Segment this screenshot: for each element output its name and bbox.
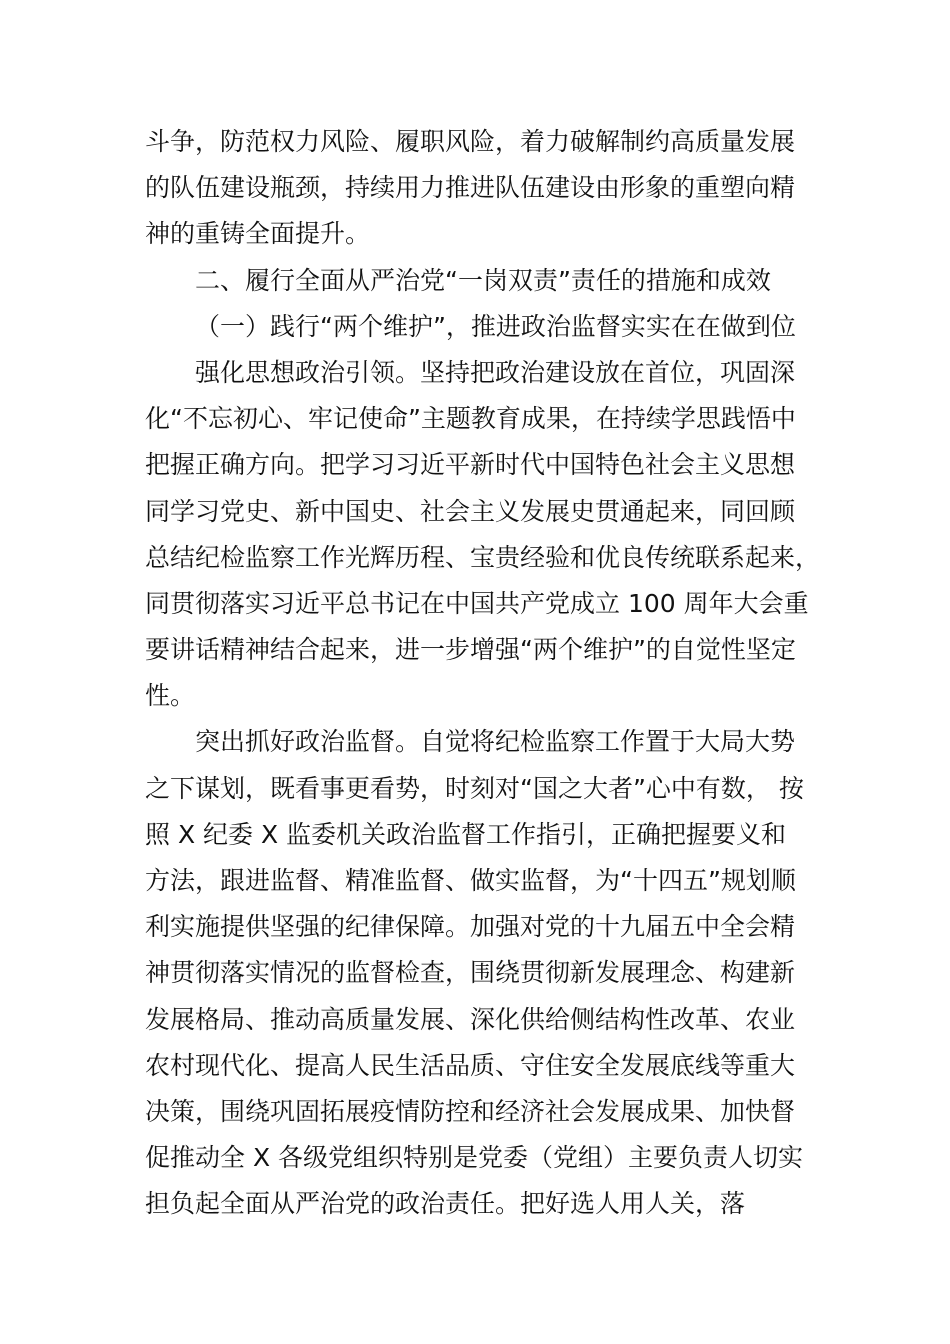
text-line: 决策，围绕巩固拓展疫情防控和经济社会发展成果、加快督 bbox=[145, 1096, 796, 1126]
text-line: 同学习党史、新中国史、社会主义发展史贯通起来，同回顾 bbox=[145, 496, 796, 526]
text-line: 发展格局、推动高质量发展、深化供给侧结构性改革、农业 bbox=[145, 1004, 796, 1034]
text-line: 之下谋划，既看事更看势，时刻对“国之大者”心中有数， 按 bbox=[145, 773, 804, 803]
text-line: 方法，跟进监督、精准监督、做实监督，为“十四五”规划顺 bbox=[145, 866, 796, 895]
text-line: 化“不忘初心、牢记使命”主题教育成果，在持续学思践悟中 bbox=[145, 404, 796, 434]
text-line: 的队伍建设瓶颈，持续用力推进队伍建设由形象的重塑向精 bbox=[145, 173, 796, 203]
paragraph-start-line: 强化思想政治引领。坚持把政治建设放在首位，巩固深 bbox=[195, 357, 796, 387]
text-line: 斗争，防范权力风险、履职风险，着力破解制约高质量发展 bbox=[145, 127, 796, 156]
text-line: 总结纪检监察工作光辉历程、宝贵经验和优良传统联系起来， bbox=[145, 542, 821, 572]
text-line: 促推动全 X 各级党组织特别是党委（党组）主要负责人切实 bbox=[145, 1143, 804, 1173]
subsection-heading: （一）践行“两个维护”，推进政治监督实实在在做到位 bbox=[195, 311, 796, 341]
text-line: 神贯彻落实情况的监督检查，围绕贯彻新发展理念、构建新 bbox=[145, 958, 796, 988]
text-line: 性。 bbox=[145, 681, 196, 711]
text-line: 同贯彻落实习近平总书记在中国共产党成立 100 周年大会重 bbox=[145, 588, 809, 618]
paragraph-start-line: 突出抓好政治监督。自觉将纪检监察工作置于大局大势 bbox=[195, 727, 796, 757]
text-line: 照 X 纪委 X 监委机关政治监督工作指引，正确把握要义和 bbox=[145, 819, 787, 849]
text-line: 农村现代化、提高人民生活品质、守住安全发展底线等重大 bbox=[145, 1050, 796, 1080]
text-line: 神的重铸全面提升。 bbox=[145, 219, 371, 249]
text-line: 利实施提供坚强的纪律保障。加强对党的十九届五中全会精 bbox=[145, 912, 796, 942]
text-line: 要讲话精神结合起来，进一步增强“两个维护”的自觉性坚定 bbox=[145, 635, 796, 665]
text-line: 把握正确方向。把学习习近平新时代中国特色社会主义思想 bbox=[145, 450, 796, 480]
text-line: 担负起全面从严治党的政治责任。把好选人用人关，落 bbox=[145, 1189, 746, 1219]
body-text bbox=[145, 119, 825, 1228]
section-heading: 二、履行全面从严治党“一岗双责”责任的措施和成效 bbox=[195, 265, 771, 295]
